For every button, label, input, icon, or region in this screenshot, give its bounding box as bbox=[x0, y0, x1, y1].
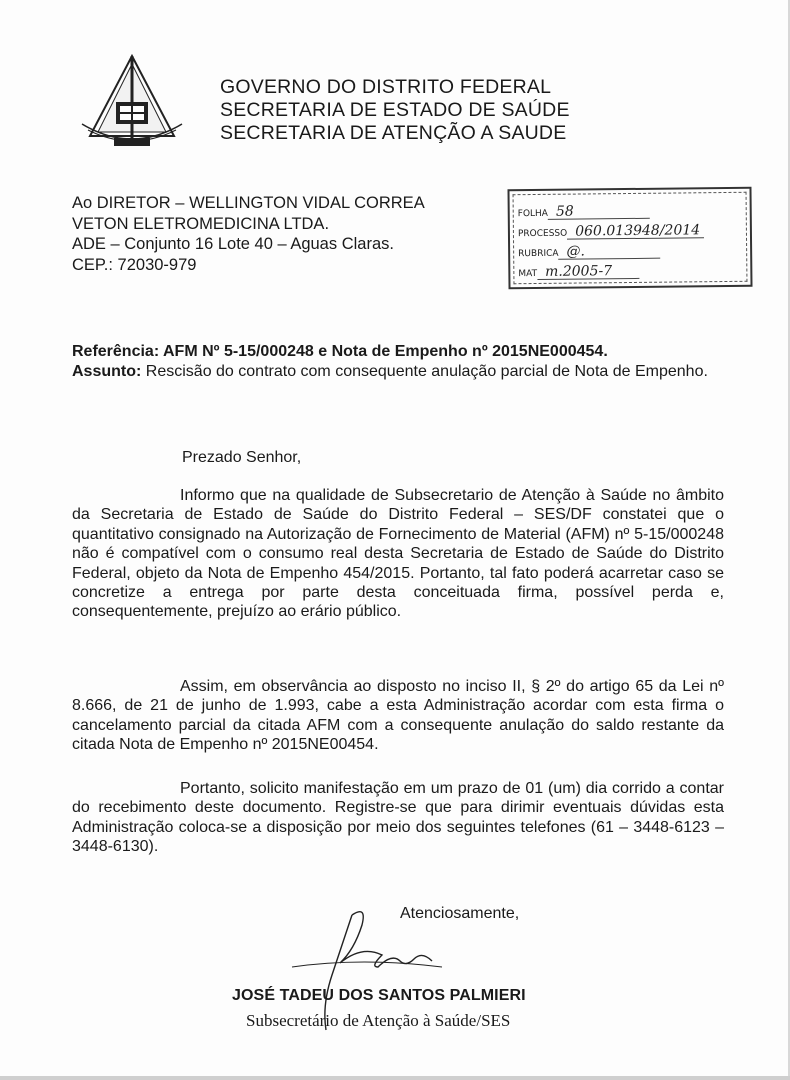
reference-line: Referência: AFM Nº 5-15/000248 e Nota de Empenho nº 2015NE000454. bbox=[72, 343, 608, 360]
recipient-director: Ao DIRETOR – WELLINGTON VIDAL CORREA bbox=[72, 194, 425, 212]
subject-text: Rescisão do contrato com consequente anulação parcial de Nota de Empenho. bbox=[145, 362, 708, 380]
subject-label: Assunto: bbox=[72, 362, 142, 380]
body-paragraph-1: Informo que na qualidade de Subsecretario de Atenção à Saúde no âmbito da Secretaria de Estado de Saúde do Distrito Federal – SES/DF constatei que o quantitativo consignado na Autorização de Fornecimento de Material (AFM) nº 5-15/000248 não é compatível com o consumo real desta Secretaria de Estado de Saúde do Distrito Federal, objeto da Nota de Empenho 454/2015. Portanto, tal fato poderá acarretar caso se concretize a entrega por parte desta conceituada firma, possível perda e, consequentemente, prejuízo ao erário público. bbox=[72, 487, 724, 621]
header-line-government: GOVERNO DO DISTRITO FEDERAL bbox=[220, 76, 552, 98]
salutation: Prezado Senhor, bbox=[182, 449, 302, 466]
valediction: Atenciosamente, bbox=[400, 905, 520, 922]
recipient-street: ADE – Conjunto 16 Lote 40 – Aguas Claras. bbox=[72, 235, 394, 253]
signer-name: JOSÉ TADEU DOS SANTOS PALMIERI bbox=[232, 987, 526, 1004]
header-line-health-secretariat: SECRETARIA DE ESTADO DE SAÚDE bbox=[220, 99, 570, 121]
stamp-row-folha: FOLHA 58 bbox=[518, 204, 650, 220]
signer-role: Subsecretário de Atenção à Saúde/SES bbox=[246, 1011, 511, 1030]
protocol-stamp bbox=[507, 187, 752, 290]
body-paragraph-3: Portanto, solicito manifestação em um prazo de 01 (um) dia corrido a contar do recebimento deste documento. Registre-se que para dirimir eventuais dúvidas esta Administração coloca-se a disposição por meio dos seguintes telefones (61 – 3448-6123 – 3448-6130). bbox=[72, 780, 724, 856]
stamp-row-rubrica: RUBRICA @. bbox=[518, 244, 661, 260]
brasilia-coat-of-arms-logo bbox=[78, 54, 186, 154]
page-bottom-edge bbox=[0, 1076, 790, 1080]
recipient-address bbox=[72, 193, 425, 275]
stamp-row-mat: MAT m.2005-7 bbox=[518, 264, 639, 280]
stamp-row-processo: PROCESSO 060.013948/2014 bbox=[518, 223, 704, 240]
header-line-attention-secretariat: SECRETARIA DE ATENÇÃO A SAUDE bbox=[220, 122, 567, 144]
recipient-postal-code: CEP.: 72030-979 bbox=[72, 255, 197, 274]
body-paragraph-2: Assim, em observância ao disposto no inciso II, § 2º do artigo 65 da Lei nº 8.666, de 21 de junho de 1.993, cabe a esta Administração acordar com esta firma o cancelamento parcial da citada AFM com a consequente anulação do saldo restante da citada Nota de Empenho nº 2015NE00454. bbox=[72, 678, 724, 754]
government-header bbox=[220, 76, 570, 145]
reference-block bbox=[72, 342, 732, 381]
recipient-company: VETON ELETROMEDICINA LTDA. bbox=[72, 214, 330, 233]
